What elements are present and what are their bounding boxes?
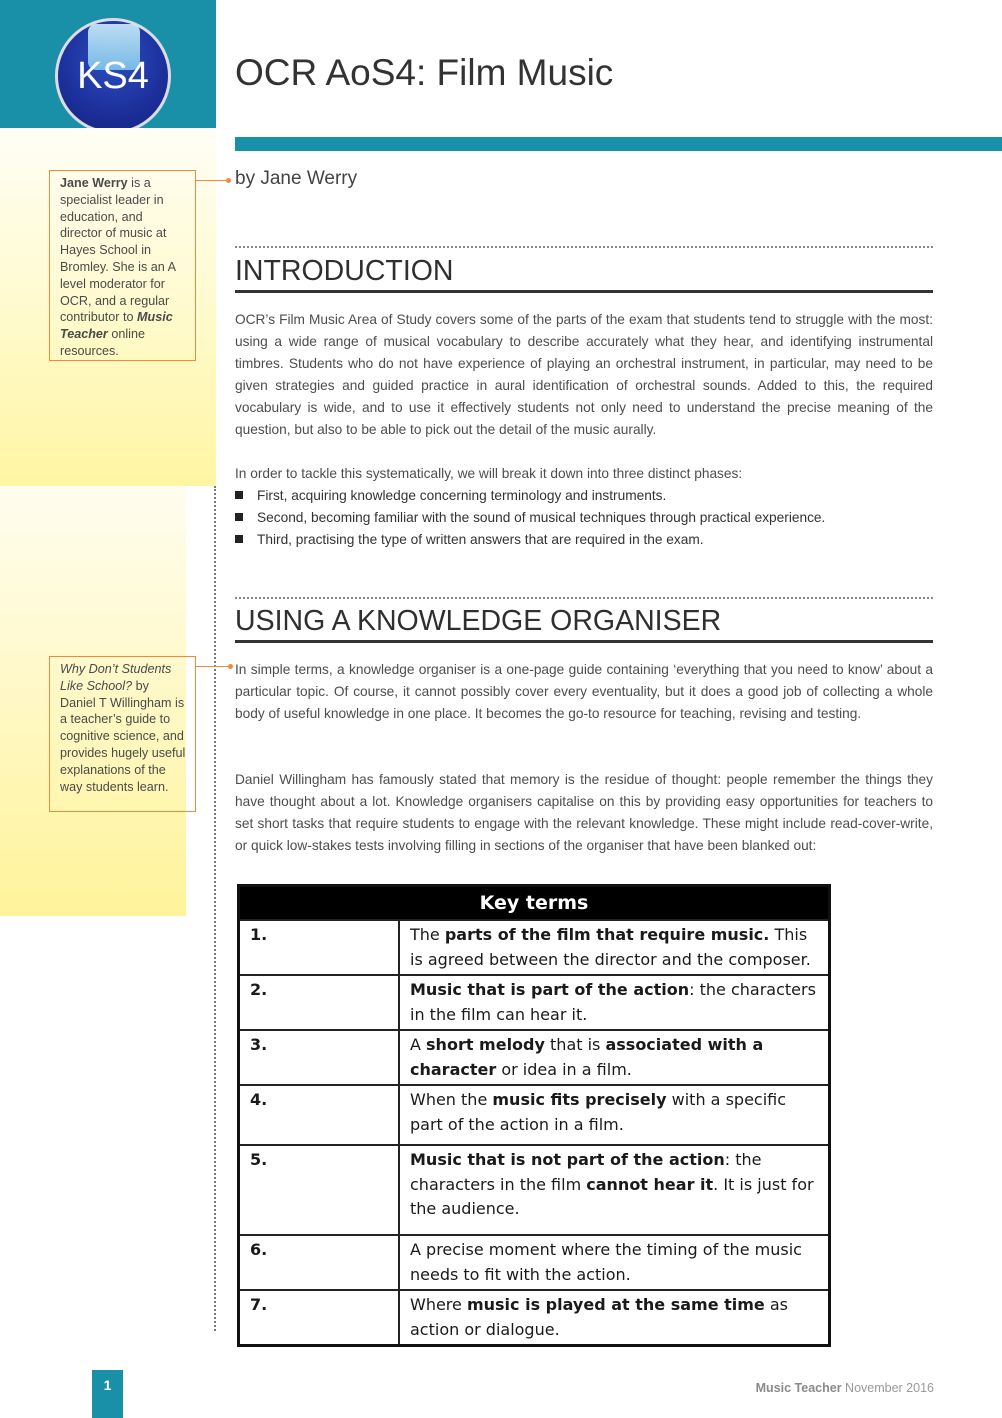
intro-paragraph-1: OCR’s Film Music Area of Study covers some of the parts of the exam that students tend to struggle with the most: using a wide range of musical vocabulary to describe accurately what they hear, and identifying instrumental timbres. Students who do not have experience of playing an orchestral instrument, in particular, may need to be given strategies and guided practice in aural identification of orchestral sounds. Added to this, the required vocabulary is wide, and to use it effectively students not only need to understand the precise meaning of the question, but also to be able to pick out the detail of the music aurally.: [235, 312, 933, 437]
key-terms-header: Key terms: [239, 886, 830, 921]
author-name: Jane Werry: [60, 176, 128, 190]
organiser-paragraph-2: Daniel Willingham has famously stated that memory is the residue of thought: people remember the things they have thought about a lot. Knowledge organisers capitalise on this by providing easy opportunities for teachers to set short tasks that require students to engage with the relevant knowledge. These might include read-cover-write, or quick low-stakes tests involving filling in sections of the organiser that have been blanked out:: [235, 772, 933, 853]
definition-text: This is agreed between the director and the composer.: [410, 925, 811, 969]
definition-text: or idea in a film.: [496, 1059, 632, 1079]
table-row: [239, 1290, 830, 1346]
term-number: 2.: [239, 975, 400, 1030]
definition-bold-text: Music that is not part of the action: [410, 1150, 725, 1169]
author-note-text-end: online resources.: [60, 327, 145, 358]
key-terms-body: [239, 920, 830, 1346]
table-row: [239, 1085, 830, 1145]
definition-bold-text: associated with a character: [410, 1035, 764, 1079]
section-divider: [235, 597, 933, 599]
term-definition: [399, 1030, 830, 1085]
definition-text: Where: [410, 1295, 467, 1314]
term-number: 1.: [239, 920, 400, 975]
publication-name: Music Teacher: [60, 310, 173, 342]
term-definition: [399, 1145, 830, 1235]
author-note-leader: [196, 180, 228, 181]
book-title: Why Don’t Students Like School?: [60, 662, 172, 693]
organiser-paragraph-1: In simple terms, a knowledge organiser is a one-page guide containing ‘everything that you need to know’ about a particular topic. Of course, it cannot possibly cover every eventuality, but it does a good job of collecting a whole body of useful knowledge in one place. It becomes the go-to resource for teaching, revising and testing.: [235, 662, 933, 721]
section-heading-introduction: INTRODUCTION: [235, 255, 454, 287]
table-row: [239, 920, 830, 975]
definition-text: When the: [410, 1090, 493, 1109]
book-note: [49, 656, 196, 812]
section-heading-organiser: USING A KNOWLEDGE ORGANISER: [235, 605, 722, 637]
definition-text: : the characters in the film: [410, 1150, 762, 1194]
definition-text: A precise moment where the timing of the music needs to fit with the action.: [410, 1240, 802, 1284]
title-rule: [235, 137, 1002, 151]
definition-bold-text: short melody: [426, 1035, 545, 1054]
heading-underline: [235, 640, 933, 643]
page-number: 1: [92, 1370, 123, 1418]
book-note-leader: [196, 666, 230, 667]
term-number: 3.: [239, 1030, 400, 1085]
definition-bold-text: music is played at the same time: [466, 1295, 765, 1314]
table-row: [239, 1235, 830, 1290]
definition-text: that is: [544, 1035, 606, 1054]
definition-bold-text: Music that is part of the action: [410, 980, 690, 999]
list-item: Second, becoming familiar with the sound of musical techniques through practical experience.: [235, 507, 825, 529]
author-note-text: is a specialist leader in education, and director of music at Hayes School in Bromley. She is an A level moderator for OCR, and a regular contributor to: [60, 176, 176, 325]
definition-text: : the characters in the film can hear it.: [410, 980, 816, 1024]
term-number: 7.: [239, 1290, 400, 1346]
page-title: OCR AoS4: Film Music: [235, 52, 614, 93]
footer-issue: November 2016: [845, 1381, 934, 1395]
definition-bold-text: music fits precisely: [492, 1090, 667, 1109]
term-number: 5.: [239, 1145, 400, 1235]
footer-publication: Music Teacher: [755, 1381, 842, 1395]
key-terms-table: [237, 884, 831, 1347]
sidebar-dotted-line: [214, 486, 216, 1331]
term-definition: [399, 975, 830, 1030]
term-definition: [399, 1085, 830, 1145]
definition-bold-text: parts of the film that require music.: [444, 925, 770, 944]
definition-text: as action or dialogue.: [410, 1295, 788, 1339]
book-note-leader-dot: [228, 664, 233, 669]
definition-text: A: [410, 1035, 427, 1054]
list-item: Third, practising the type of written answers that are required in the exam.: [235, 529, 704, 551]
bullet-icon: [235, 535, 243, 543]
term-definition: [399, 920, 830, 975]
heading-underline: [235, 290, 933, 293]
definition-text: . It is just for the audience.: [410, 1174, 814, 1218]
bullet-icon: [235, 491, 243, 499]
author-note-leader-dot: [226, 178, 231, 183]
term-definition: [399, 1235, 830, 1290]
badge-label: KS4: [77, 55, 149, 97]
term-number: 4.: [239, 1085, 400, 1145]
author-note: [49, 170, 196, 361]
definition-bold-text: cannot hear it: [586, 1174, 714, 1194]
definition-text: The: [410, 925, 445, 944]
list-item: First, acquiring knowledge concerning terminology and instruments.: [235, 485, 666, 507]
book-note-text: by Daniel T Willingham is a teacher’s guide to cognitive science, and provides hugely useful explanations of the way students learn.: [60, 678, 186, 794]
byline: by Jane Werry: [235, 168, 358, 189]
term-definition: [399, 1290, 830, 1346]
definition-text: with a specific part of the action in a film.: [410, 1090, 787, 1134]
footer-credit: [756, 1381, 934, 1395]
table-row: [239, 975, 830, 1030]
table-row: [239, 1030, 830, 1085]
term-number: 6.: [239, 1235, 400, 1290]
intro-paragraph-2: In order to tackle this systematically, we will break it down into three distinct phases:: [235, 466, 743, 481]
section-divider: [235, 246, 933, 248]
bullet-icon: [235, 513, 243, 521]
table-row: [239, 1145, 830, 1235]
